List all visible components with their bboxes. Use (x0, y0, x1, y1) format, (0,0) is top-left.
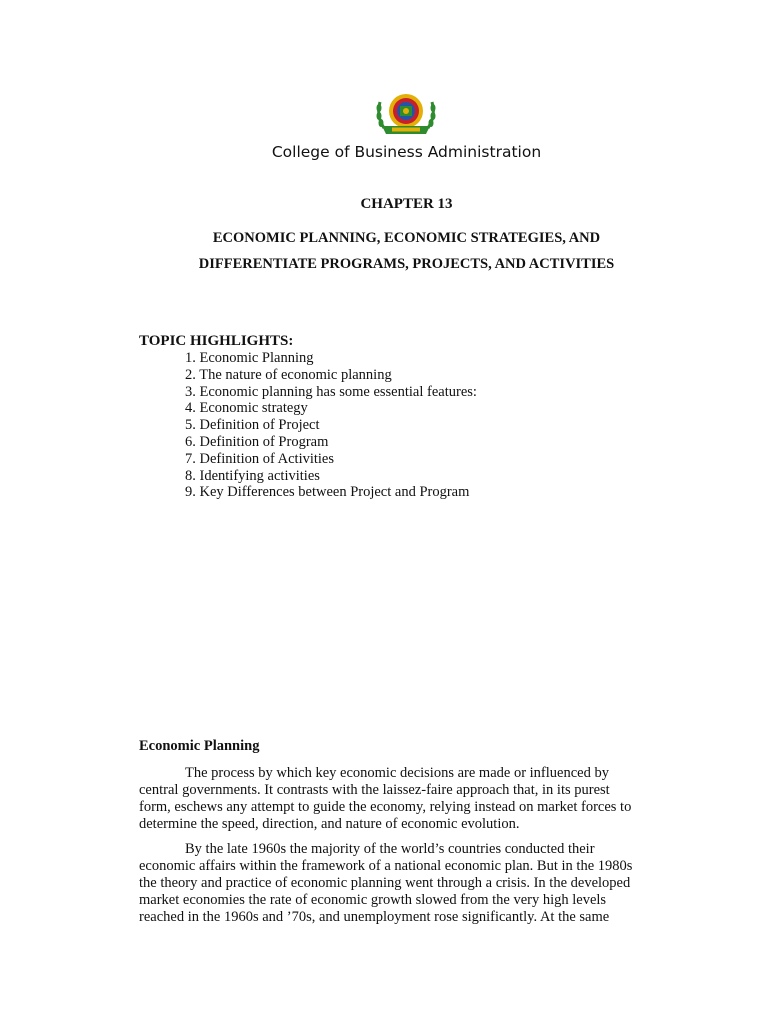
list-item: 5. Definition of Project (185, 417, 320, 434)
paragraph-line: central governments. It contrasts with the laissez-faire approach that, in its purest (139, 782, 610, 798)
list-item: 7. Definition of Activities (185, 450, 335, 467)
paragraph-line: The process by which key economic decisions are made or influenced by (185, 765, 609, 781)
paragraph-line: market economies the rate of economic growth slowed from the very high levels (139, 892, 607, 908)
paragraph (139, 841, 679, 926)
list-item: 2. The nature of economic planning (185, 366, 392, 383)
topic-highlights-heading: TOPIC HIGHLIGHTS: (139, 333, 294, 349)
list-item: 4. Economic strategy (185, 400, 308, 417)
section-heading: Economic Planning (139, 738, 260, 754)
paragraph-line: reached in the 1960s and ’70s, and unemployment rose significantly. At the same (139, 909, 610, 925)
college-name: College of Business Administration (271, 143, 542, 161)
chapter-title-line-1: ECONOMIC PLANNING, ECONOMIC STRATEGIES, AND (212, 230, 601, 246)
list-item: 8. Identifying activities (185, 467, 320, 484)
paragraph-line: determine the speed, direction, and nature of economic evolution. (139, 816, 520, 832)
chapter-title-line-2: DIFFERENTIATE PROGRAMS, PROJECTS, AND ACTIVITIES (198, 256, 615, 272)
paragraph-line: form, eschews any attempt to guide the economy, relying instead on market forces to (139, 799, 632, 815)
list-item: 9. Key Differences between Project and Program (185, 484, 470, 501)
chapter-number: CHAPTER 13 (360, 196, 453, 212)
paragraph (139, 765, 679, 833)
paragraph-line: the theory and practice of economic planning went through a crisis. In the developed (139, 875, 631, 891)
paragraph-line: economic affairs within the framework of a national economic plan. But in the 1980s (139, 858, 633, 874)
paragraph-line: By the late 1960s the majority of the world’s countries conducted their (185, 841, 595, 857)
list-item: 6. Definition of Program (185, 433, 329, 450)
list-item: 3. Economic planning has some essential features: (185, 383, 477, 400)
college-logo (374, 92, 438, 138)
list-item: 1. Economic Planning (185, 350, 314, 366)
topic-highlights-list (185, 350, 477, 501)
